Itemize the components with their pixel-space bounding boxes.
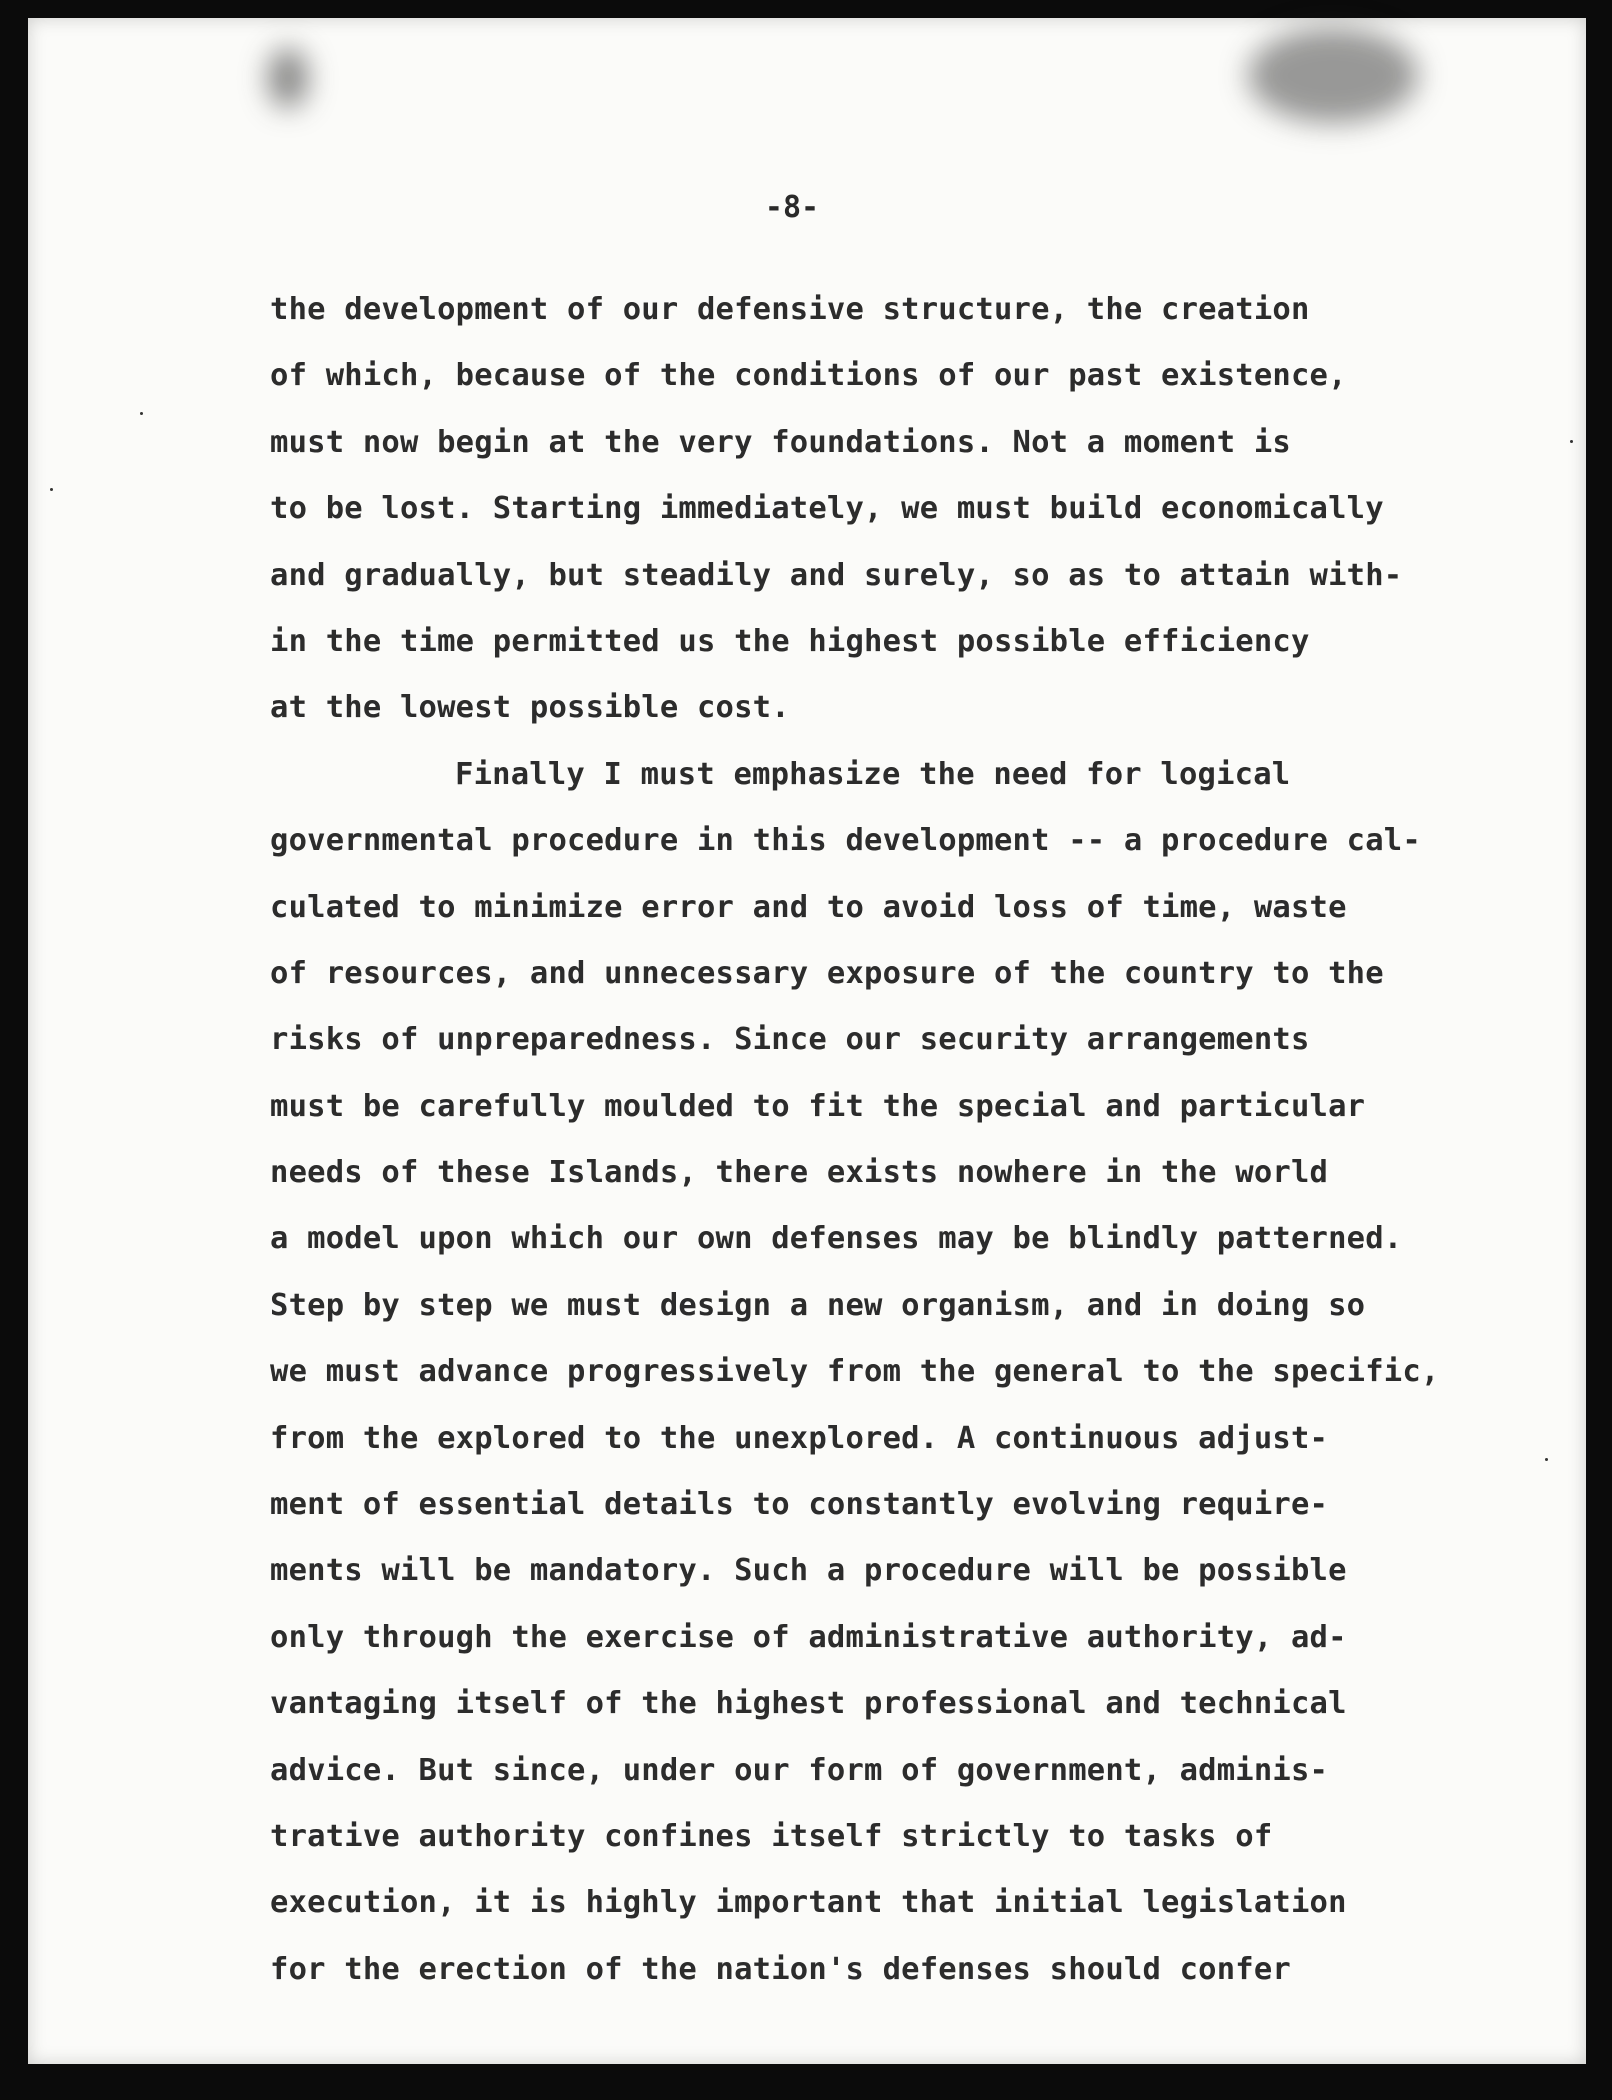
- text-line: from the explored to the unexplored. A continuous adjust-: [270, 1420, 1329, 1456]
- paper-speck: [1570, 440, 1573, 443]
- text-line: must be carefully moulded to fit the special and particular: [270, 1088, 1366, 1124]
- text-line: ments will be mandatory. Such a procedure will be possible: [270, 1553, 1347, 1589]
- text-line: advice. But since, under our form of government, adminis-: [270, 1752, 1329, 1788]
- text-line: trative authority confines itself strictly to tasks of: [270, 1818, 1273, 1854]
- text-line: must now begin at the very foundations. Not a moment is: [270, 424, 1291, 460]
- text-line: Step by step we must design a new organism, and in doing so: [270, 1287, 1366, 1323]
- paper-speck: [50, 488, 53, 491]
- text-line: risks of unpreparedness. Since our security arrangements: [270, 1022, 1310, 1058]
- text-line: a model upon which our own defenses may be blindly patterned.: [270, 1221, 1403, 1257]
- text-line: the development of our defensive structure, the creation: [270, 292, 1310, 327]
- text-line: to be lost. Starting immediately, we must build economically: [270, 491, 1384, 527]
- paper-speck: [140, 412, 143, 415]
- page-number: -8-: [764, 190, 820, 225]
- body-text: [270, 288, 1500, 2014]
- text-line: needs of these Islands, there exists nowhere in the world: [270, 1155, 1329, 1191]
- text-line: in the time permitted us the highest possible efficiency: [270, 623, 1310, 659]
- text-line: we must advance progressively from the general to the specific,: [270, 1354, 1440, 1390]
- text-line: at the lowest possible cost.: [270, 690, 790, 726]
- paper-speck: [1545, 1458, 1548, 1461]
- paragraph-start-line: Finally I must emphasize the need for logical: [455, 756, 1291, 792]
- text-line: ment of essential details to constantly evolving require-: [270, 1487, 1329, 1523]
- text-line: culated to minimize error and to avoid loss of time, waste: [270, 889, 1347, 925]
- text-line: only through the exercise of administrative authority, ad-: [270, 1619, 1347, 1655]
- text-line: and gradually, but steadily and surely, so as to attain with-: [270, 557, 1403, 593]
- text-line: vantaging itself of the highest professional and technical: [270, 1686, 1347, 1722]
- ink-smudge-left: [268, 48, 308, 108]
- text-line: of resources, and unnecessary exposure of the country to the: [270, 955, 1384, 991]
- text-line: execution, it is highly important that initial legislation: [270, 1885, 1347, 1921]
- text-line: for the erection of the nation's defenses should confer: [270, 1951, 1291, 1987]
- ink-smudge-right: [1248, 28, 1418, 123]
- text-line: of which, because of the conditions of our past existence,: [270, 358, 1347, 394]
- text-line: governmental procedure in this development -- a procedure cal-: [270, 823, 1421, 859]
